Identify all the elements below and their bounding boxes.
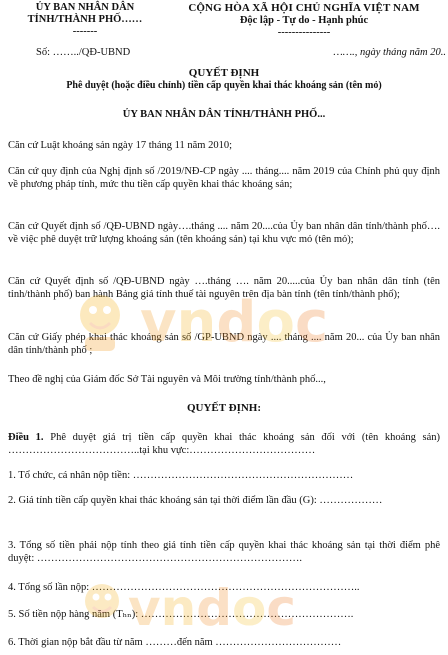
preamble-reserve-decision: Căn cứ Quyết định số /QĐ-UBND ngày….tháng .... năm 20....của Ủy ban nhân dân tỉnh/thành phố…. về việc phê duyệt trữ lượng khoáng sản (tên khoáng sản) tại khu vực mỏ (tên mỏ); xyxy=(8,221,440,246)
preamble-price-decision: Căn cứ Quyết định số /QĐ-UBND ngày ….tháng …. năm 20.....của Ủy ban nhân dân tỉnh (tên tỉnh/thành phố) ban hành Bảng giá tính thuế tài nguyên trên địa bàn tỉnh (tên tỉnh/thành phố); xyxy=(8,276,440,301)
watermark-text: vndoc xyxy=(140,290,329,355)
reference-number: Số: ……../QĐ-UBND xyxy=(36,47,131,58)
decision-title: QUYẾT ĐỊNH xyxy=(188,67,260,79)
item-initial-price: 2. Giá tính tiền cấp quyền khai thác khoáng sản tại thời điểm lần đầu (G): ……………… xyxy=(8,495,383,506)
issue-date: ……., ngày tháng năm 20.. xyxy=(333,47,446,58)
preamble-decree: Căn cứ quy định của Nghị định số /2019/NĐ-CP ngày .... tháng.... năm 2019 của Chính phủ quy định về phương pháp tính, mức thu tiền cấp quyền khai thác khoáng sản; xyxy=(8,166,440,191)
preamble-law: Căn cứ Luật khoáng sản ngày 17 tháng 11 năm 2010; xyxy=(8,140,233,151)
decides-heading: QUYẾT ĐỊNH: xyxy=(186,402,262,414)
authority-line-2: TỈNH/THÀNH PHỐ…… xyxy=(27,14,143,26)
authority-divider: ------- xyxy=(72,26,98,38)
motto: Độc lập - Tự do - Hạnh phúc xyxy=(239,14,369,26)
issuer-heading: ỦY BAN NHÂN DÂN TỈNH/THÀNH PHỐ... xyxy=(122,109,326,120)
decision-subtitle: Phê duyệt (hoặc điều chỉnh) tiền cấp quyền khai thác khoáng sản (tên mỏ) xyxy=(66,80,382,91)
article-1-label: Điều 1. xyxy=(8,432,44,443)
item-total-amount: 3. Tổng số tiền phải nộp tính theo giá tính tiền cấp quyền khai thác khoáng sản tại thời điểm phê duyệt: …………………………………………………………………. xyxy=(8,540,440,565)
preamble-proposal: Theo đề nghị của Giám đốc Sở Tài nguyên và Môi trường tỉnh/thành phố..., xyxy=(8,374,326,385)
country-name: CỘNG HÒA XÃ HỘI CHỦ NGHĨA VIỆT NAM xyxy=(188,2,420,14)
item-payer: 1. Tổ chức, cá nhân nộp tiền: ……………………………………………………… xyxy=(8,470,354,481)
watermark-text-lower: vndoc xyxy=(128,579,296,637)
authority-line-1: ỦY BAN NHÂN DÂN xyxy=(35,2,135,13)
article-1 xyxy=(8,431,440,458)
preamble-license: Căn cứ Giấy phép khai thác khoáng sản số /GP-UBND ngày .... tháng .... năm 20... của Ủy ban nhân dân tỉnh/thành phố ; xyxy=(8,332,440,357)
item-payment-count: 4. Tổng số lần nộp: ………………………………………………………………….. xyxy=(8,582,360,593)
national-motto-block xyxy=(160,2,448,39)
article-1-text: Phê duyệt giá trị tiền cấp quyền khai thác khoáng sản đối với (tên khoáng sản) ………………………………..tại khu vực:……………………………… xyxy=(8,432,440,457)
item-annual-amount: 5. Số tiền nộp hàng năm (Tₕₙ): ……………………………………………………. xyxy=(8,609,354,620)
motto-divider: --------------- xyxy=(277,26,331,38)
issuing-authority-block xyxy=(0,2,170,38)
item-payment-period: 6. Thời gian nộp bắt đầu từ năm ………đến năm ……………………………… xyxy=(8,637,342,648)
